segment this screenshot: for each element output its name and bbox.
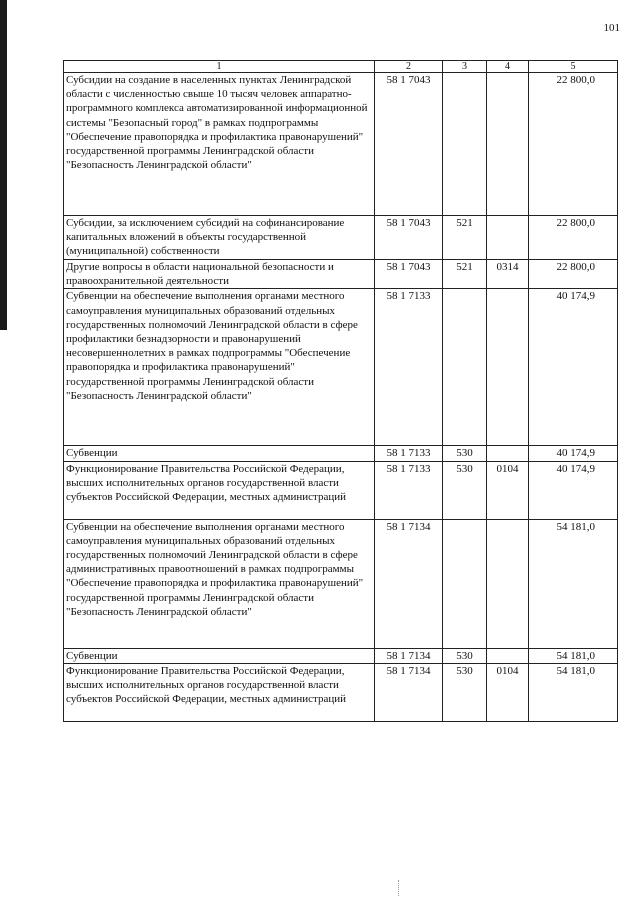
table-row <box>64 663 618 721</box>
scan-binder-strip <box>0 0 7 330</box>
table-row <box>64 519 618 648</box>
row-type: 521 <box>443 260 487 289</box>
row-type: 530 <box>443 663 487 721</box>
row-code: 58 1 7134 <box>375 663 443 721</box>
table-row <box>64 461 618 519</box>
row-section <box>487 446 529 461</box>
row-type: 530 <box>443 461 487 519</box>
row-code: 58 1 7133 <box>375 289 443 446</box>
row-amount: 54 181,0 <box>529 663 618 721</box>
row-section <box>487 289 529 446</box>
table-row <box>64 73 618 216</box>
budget-table <box>63 60 618 722</box>
row-section <box>487 648 529 663</box>
row-section: 0314 <box>487 260 529 289</box>
row-type <box>443 73 487 216</box>
table-row <box>64 648 618 663</box>
row-code: 58 1 7133 <box>375 446 443 461</box>
row-name: Субвенции <box>64 446 375 461</box>
row-code: 58 1 7134 <box>375 519 443 648</box>
row-amount: 54 181,0 <box>529 648 618 663</box>
table-row <box>64 446 618 461</box>
row-section: 0104 <box>487 461 529 519</box>
row-name: Другие вопросы в области национальной безопасности и правоохранительной деятельности <box>64 260 375 289</box>
table-row <box>64 216 618 260</box>
table-row <box>64 289 618 446</box>
row-code: 58 1 7134 <box>375 648 443 663</box>
row-code: 58 1 7043 <box>375 73 443 216</box>
row-code: 58 1 7043 <box>375 216 443 260</box>
column-header-3: 3 <box>443 61 487 73</box>
row-type: 530 <box>443 446 487 461</box>
row-name: Субсидии на создание в населенных пунктах Ленинградской области с численностью свыше 10 тысяч человек аппаратно-программного комплекса автоматизированной информационной системы "Безопасный город" в рамках подпрограммы "Обеспечение правопорядка и профилактика правонарушений" государственной программы Ленинградской области "Безопасность Ленинградской области" <box>64 73 375 216</box>
row-amount: 40 174,9 <box>529 446 618 461</box>
row-name: Субсидии, за исключением субсидий на софинансирование капитальных вложений в объекты государственной (муниципальной) собственности <box>64 216 375 260</box>
column-header-2: 2 <box>375 61 443 73</box>
row-amount: 22 800,0 <box>529 216 618 260</box>
column-header-4: 4 <box>487 61 529 73</box>
page-number: 101 <box>603 22 620 34</box>
row-amount: 22 800,0 <box>529 260 618 289</box>
row-amount: 40 174,9 <box>529 461 618 519</box>
table-header-row <box>64 61 618 73</box>
row-name: Субвенции на обеспечение выполнения органами местного самоуправления муниципальных образований отдельных государственных полномочий Ленинградской области в сфере административных правоотношений в рамках подпрограммы "Обеспечение правопорядка и профилактика правонарушений" государственной программы Ленинградской области "Безопасность Ленинградской области" <box>64 519 375 648</box>
row-section <box>487 73 529 216</box>
row-amount: 54 181,0 <box>529 519 618 648</box>
scan-artifact-mark <box>398 880 405 896</box>
row-name: Субвенции <box>64 648 375 663</box>
row-code: 58 1 7043 <box>375 260 443 289</box>
row-section <box>487 519 529 648</box>
row-type <box>443 519 487 648</box>
table-row <box>64 260 618 289</box>
row-type <box>443 289 487 446</box>
row-name: Функционирование Правительства Российской Федерации, высших исполнительных органов государственной власти субъектов Российской Федерации, местных администраций <box>64 663 375 721</box>
row-section <box>487 216 529 260</box>
column-header-5: 5 <box>529 61 618 73</box>
row-code: 58 1 7133 <box>375 461 443 519</box>
row-type: 530 <box>443 648 487 663</box>
row-amount: 22 800,0 <box>529 73 618 216</box>
row-type: 521 <box>443 216 487 260</box>
row-section: 0104 <box>487 663 529 721</box>
column-header-1: 1 <box>64 61 375 73</box>
row-name: Субвенции на обеспечение выполнения органами местного самоуправления муниципальных образований отдельных государственных полномочий Ленинградской области в сфере профилактики безнадзорности и правонарушений несовершеннолетних в рамках подпрограммы "Обеспечение правопорядка и профилактика правонарушений" государственной программы Ленинградской области "Безопасность Ленинградской области" <box>64 289 375 446</box>
row-name: Функционирование Правительства Российской Федерации, высших исполнительных органов государственной власти субъектов Российской Федерации, местных администраций <box>64 461 375 519</box>
row-amount: 40 174,9 <box>529 289 618 446</box>
